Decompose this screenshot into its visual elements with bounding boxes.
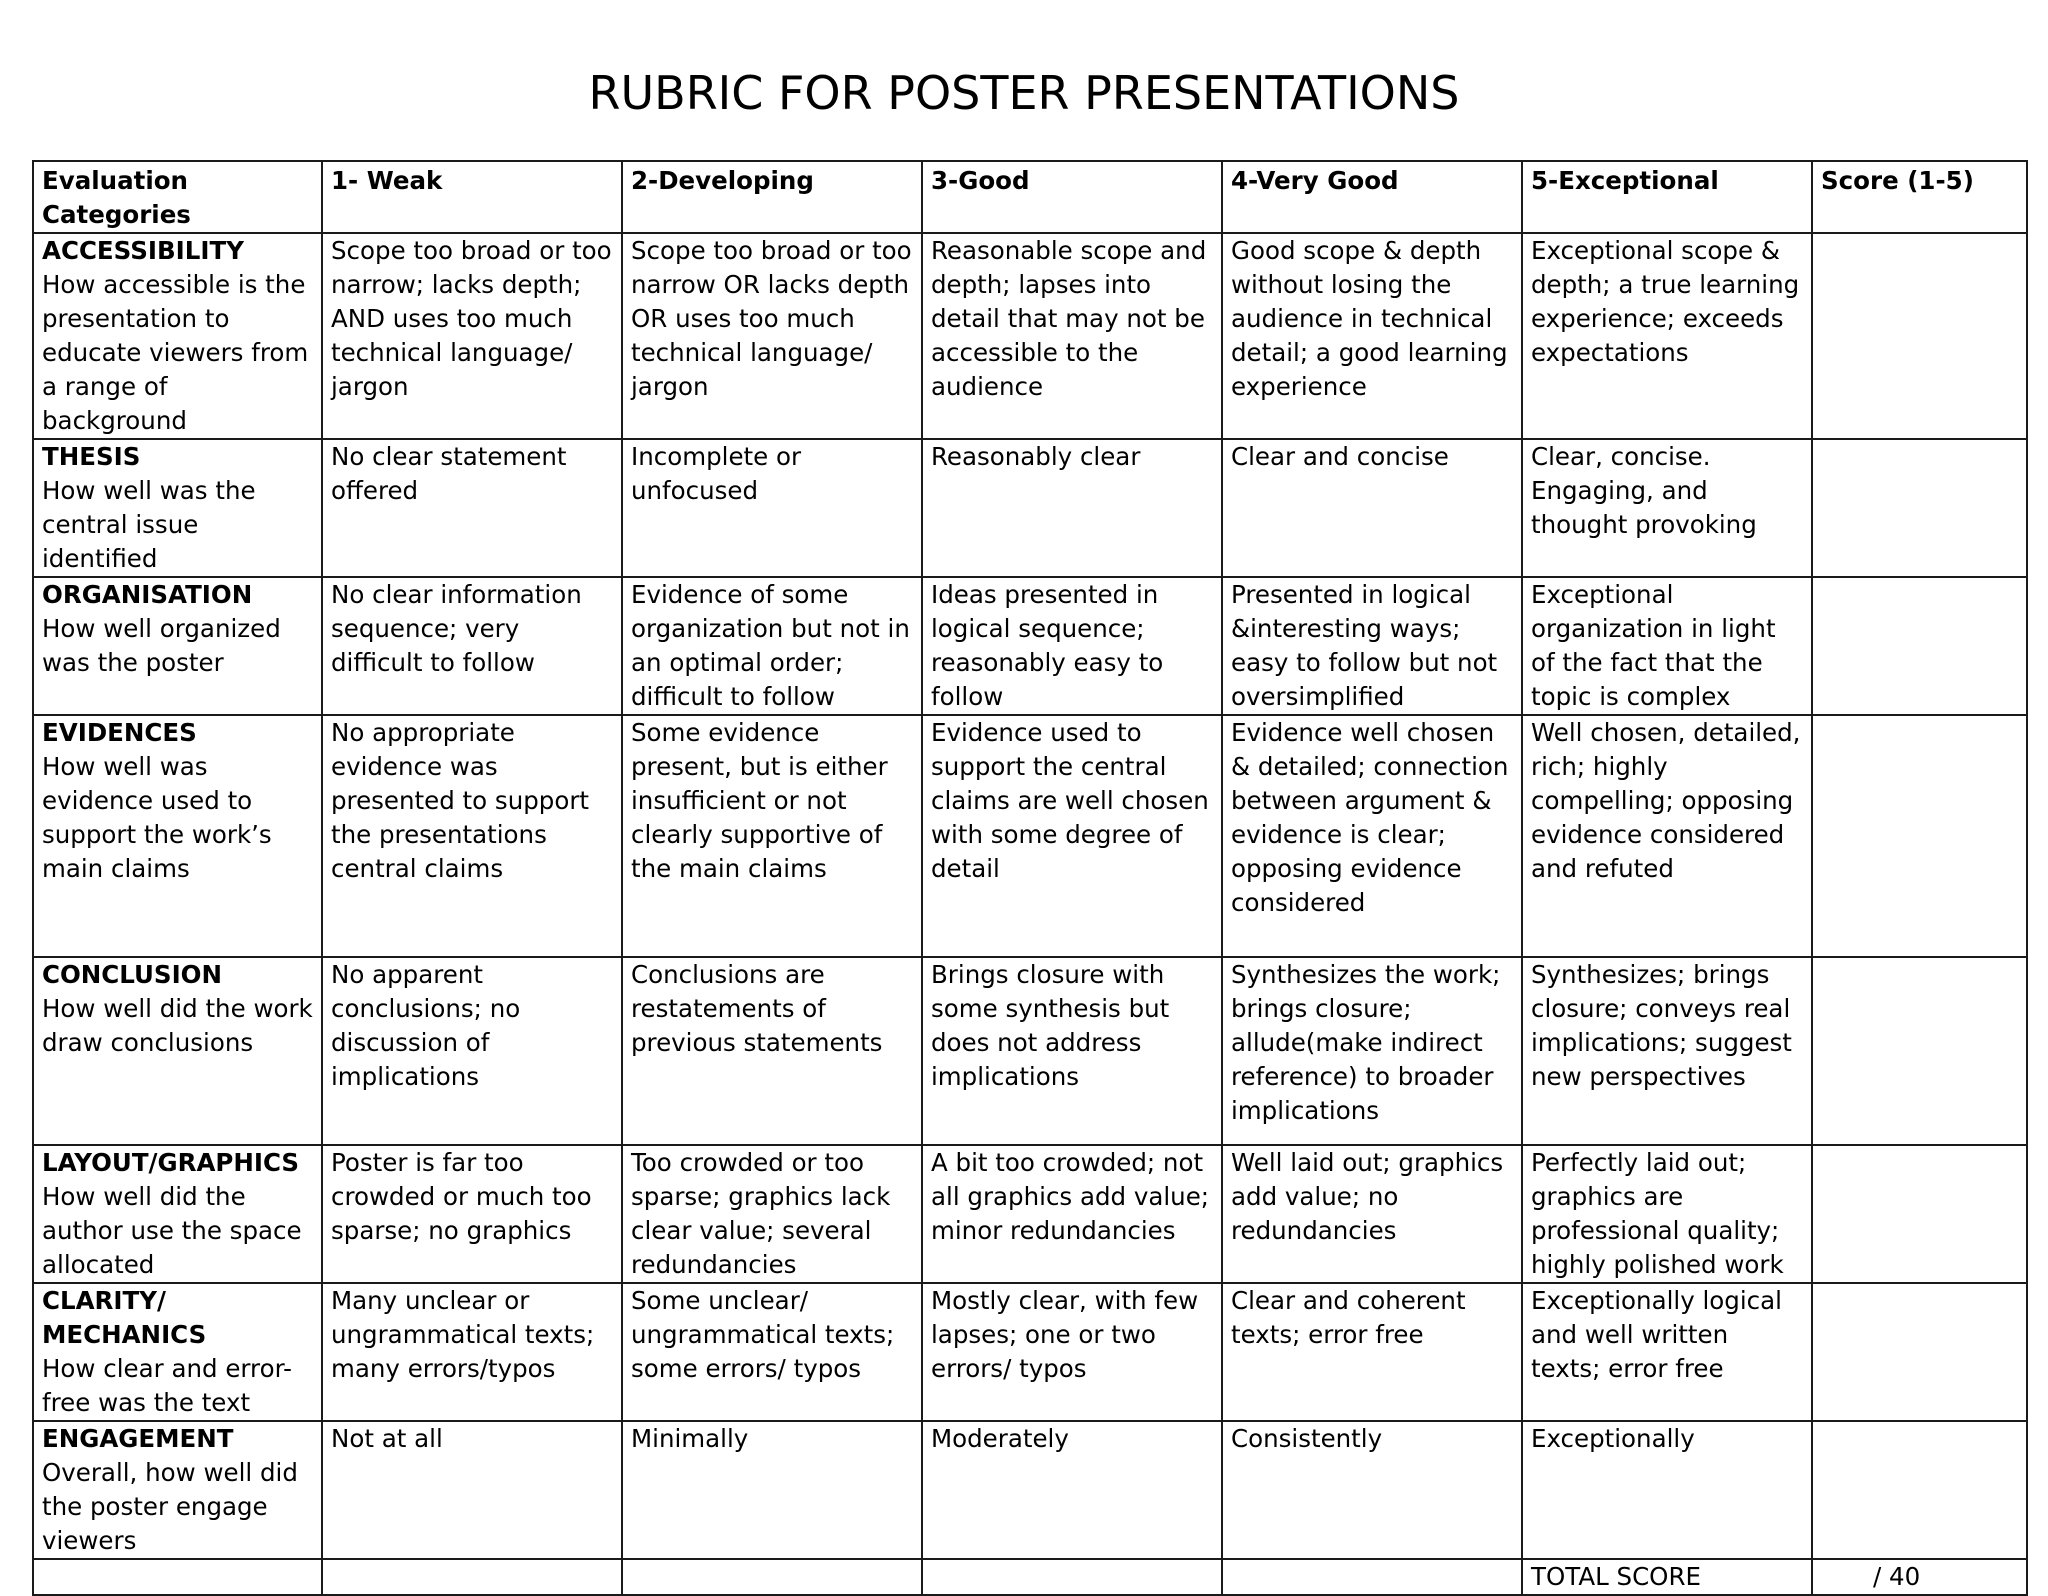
category-cell <box>33 233 322 439</box>
level-1-cell: Scope too broad or too narrow; lacks depth; AND uses too much technical language/ jargon <box>322 233 622 439</box>
table-row <box>33 715 2027 957</box>
level-2-cell: Scope too broad or too narrow OR lacks depth OR uses too much technical language/ jargon <box>622 233 922 439</box>
level-1-cell: No appropriate evidence was presented to support the presentations central claims <box>322 715 622 957</box>
level-3-cell: Reasonably clear <box>922 439 1222 577</box>
score-cell[interactable] <box>1812 233 2027 439</box>
header-row <box>33 161 2027 233</box>
level-5-cell: Synthesizes; brings closure; conveys real implications; suggest new perspectives <box>1522 957 1812 1145</box>
level-2-cell: Some unclear/ ungrammatical texts; some errors/ typos <box>622 1283 922 1421</box>
category-cell <box>33 1421 322 1559</box>
header-very-good: 4-Very Good <box>1222 161 1522 233</box>
level-2-cell: Incomplete or unfocused <box>622 439 922 577</box>
score-cell[interactable] <box>1812 715 2027 957</box>
level-1-cell: Poster is far too crowded or much too sparse; no graphics <box>322 1145 622 1283</box>
score-cell[interactable] <box>1812 439 2027 577</box>
score-cell[interactable] <box>1812 1283 2027 1421</box>
header-developing: 2-Developing <box>622 161 922 233</box>
table-row <box>33 577 2027 715</box>
level-3-cell: Brings closure with some synthesis but does not address implications <box>922 957 1222 1145</box>
category-name: THESIS <box>42 442 141 471</box>
category-description: Overall, how well did the poster engage viewers <box>42 1458 298 1555</box>
level-5-cell: Exceptionally logical and well written texts; error free <box>1522 1283 1812 1421</box>
total-score-label: TOTAL SCORE <box>1522 1559 1812 1595</box>
category-description: How well organized was the poster <box>42 614 281 677</box>
score-cell[interactable] <box>1812 1145 2027 1283</box>
level-2-cell: Conclusions are restatements of previous statements <box>622 957 922 1145</box>
category-cell <box>33 577 322 715</box>
category-description: How well was evidence used to support the work’s main claims <box>42 752 272 883</box>
level-1-cell: No clear information sequence; very difficult to follow <box>322 577 622 715</box>
header-weak: 1- Weak <box>322 161 622 233</box>
table-row <box>33 957 2027 1145</box>
category-name: CLARITY/ MECHANICS <box>42 1286 207 1349</box>
level-3-cell: Reasonable scope and depth; lapses into detail that may not be accessible to the audience <box>922 233 1222 439</box>
category-description: How well was the central issue identified <box>42 476 256 573</box>
empty-cell <box>922 1559 1222 1595</box>
level-5-cell: Clear, concise. Engaging, and thought provoking <box>1522 439 1812 577</box>
level-5-cell: Well chosen, detailed, rich; highly compelling; opposing evidence considered and refuted <box>1522 715 1812 957</box>
page-title: RUBRIC FOR POSTER PRESENTATIONS <box>588 66 1460 120</box>
category-cell <box>33 439 322 577</box>
table-row <box>33 233 2027 439</box>
level-2-cell: Evidence of some organization but not in an optimal order; difficult to follow <box>622 577 922 715</box>
header-exceptional: 5-Exceptional <box>1522 161 1812 233</box>
category-name: LAYOUT/GRAPHICS <box>42 1148 300 1177</box>
level-4-cell: Evidence well chosen & detailed; connection between argument & evidence is clear; opposing evidence considered <box>1222 715 1522 957</box>
empty-cell <box>1222 1559 1522 1595</box>
level-4-cell: Consistently <box>1222 1421 1522 1559</box>
level-4-cell: Clear and concise <box>1222 439 1522 577</box>
category-name: ENGAGEMENT <box>42 1424 234 1453</box>
level-3-cell: Moderately <box>922 1421 1222 1559</box>
level-5-cell: Perfectly laid out; graphics are professional quality; highly polished work <box>1522 1145 1812 1283</box>
level-4-cell: Presented in logical &interesting ways; easy to follow but not oversimplified <box>1222 577 1522 715</box>
level-3-cell: A bit too crowded; not all graphics add value; minor redundancies <box>922 1145 1222 1283</box>
header-good: 3-Good <box>922 161 1222 233</box>
level-3-cell: Evidence used to support the central claims are well chosen with some degree of detail <box>922 715 1222 957</box>
total-row <box>33 1559 2027 1595</box>
level-1-cell: Not at all <box>322 1421 622 1559</box>
category-cell <box>33 1283 322 1421</box>
level-1-cell: Many unclear or ungrammatical texts; many errors/typos <box>322 1283 622 1421</box>
level-4-cell: Synthesizes the work; brings closure; allude(make indirect reference) to broader implications <box>1222 957 1522 1145</box>
level-4-cell: Well laid out; graphics add value; no redundancies <box>1222 1145 1522 1283</box>
level-1-cell: No clear statement offered <box>322 439 622 577</box>
category-cell <box>33 715 322 957</box>
level-5-cell: Exceptionally <box>1522 1421 1812 1559</box>
level-3-cell: Ideas presented in logical sequence; reasonably easy to follow <box>922 577 1222 715</box>
header-score: Score (1-5) <box>1812 161 2027 233</box>
category-description: How clear and error-free was the text <box>42 1354 292 1417</box>
category-name: ACCESSIBILITY <box>42 236 244 265</box>
level-2-cell: Minimally <box>622 1421 922 1559</box>
level-3-cell: Mostly clear, with few lapses; one or two errors/ typos <box>922 1283 1222 1421</box>
score-cell[interactable] <box>1812 957 2027 1145</box>
level-1-cell: No apparent conclusions; no discussion of implications <box>322 957 622 1145</box>
category-cell <box>33 1145 322 1283</box>
score-cell[interactable] <box>1812 1421 2027 1559</box>
table-row <box>33 1421 2027 1559</box>
empty-cell <box>33 1559 322 1595</box>
category-name: CONCLUSION <box>42 960 223 989</box>
total-score-value[interactable]: / 40 <box>1812 1559 2027 1595</box>
level-4-cell: Clear and coherent texts; error free <box>1222 1283 1522 1421</box>
category-name: ORGANISATION <box>42 580 253 609</box>
category-name: EVIDENCES <box>42 718 197 747</box>
table-row <box>33 1283 2027 1421</box>
level-4-cell: Good scope & depth without losing the audience in technical detail; a good learning experience <box>1222 233 1522 439</box>
category-cell <box>33 957 322 1145</box>
empty-cell <box>622 1559 922 1595</box>
empty-cell <box>322 1559 622 1595</box>
category-description: How well did the author use the space allocated <box>42 1182 302 1279</box>
level-5-cell: Exceptional organization in light of the fact that the topic is complex <box>1522 577 1812 715</box>
header-evaluation-categories: Evaluation Categories <box>33 161 322 233</box>
level-5-cell: Exceptional scope & depth; a true learning experience; exceeds expectations <box>1522 233 1812 439</box>
category-description: How well did the work draw conclusions <box>42 994 313 1057</box>
table-row <box>33 439 2027 577</box>
rubric-table <box>32 160 2028 1596</box>
category-description: How accessible is the presentation to educate viewers from a range of background <box>42 270 309 435</box>
level-2-cell: Too crowded or too sparse; graphics lack clear value; several redundancies <box>622 1145 922 1283</box>
score-cell[interactable] <box>1812 577 2027 715</box>
level-2-cell: Some evidence present, but is either insufficient or not clearly supportive of the main claims <box>622 715 922 957</box>
table-row <box>33 1145 2027 1283</box>
